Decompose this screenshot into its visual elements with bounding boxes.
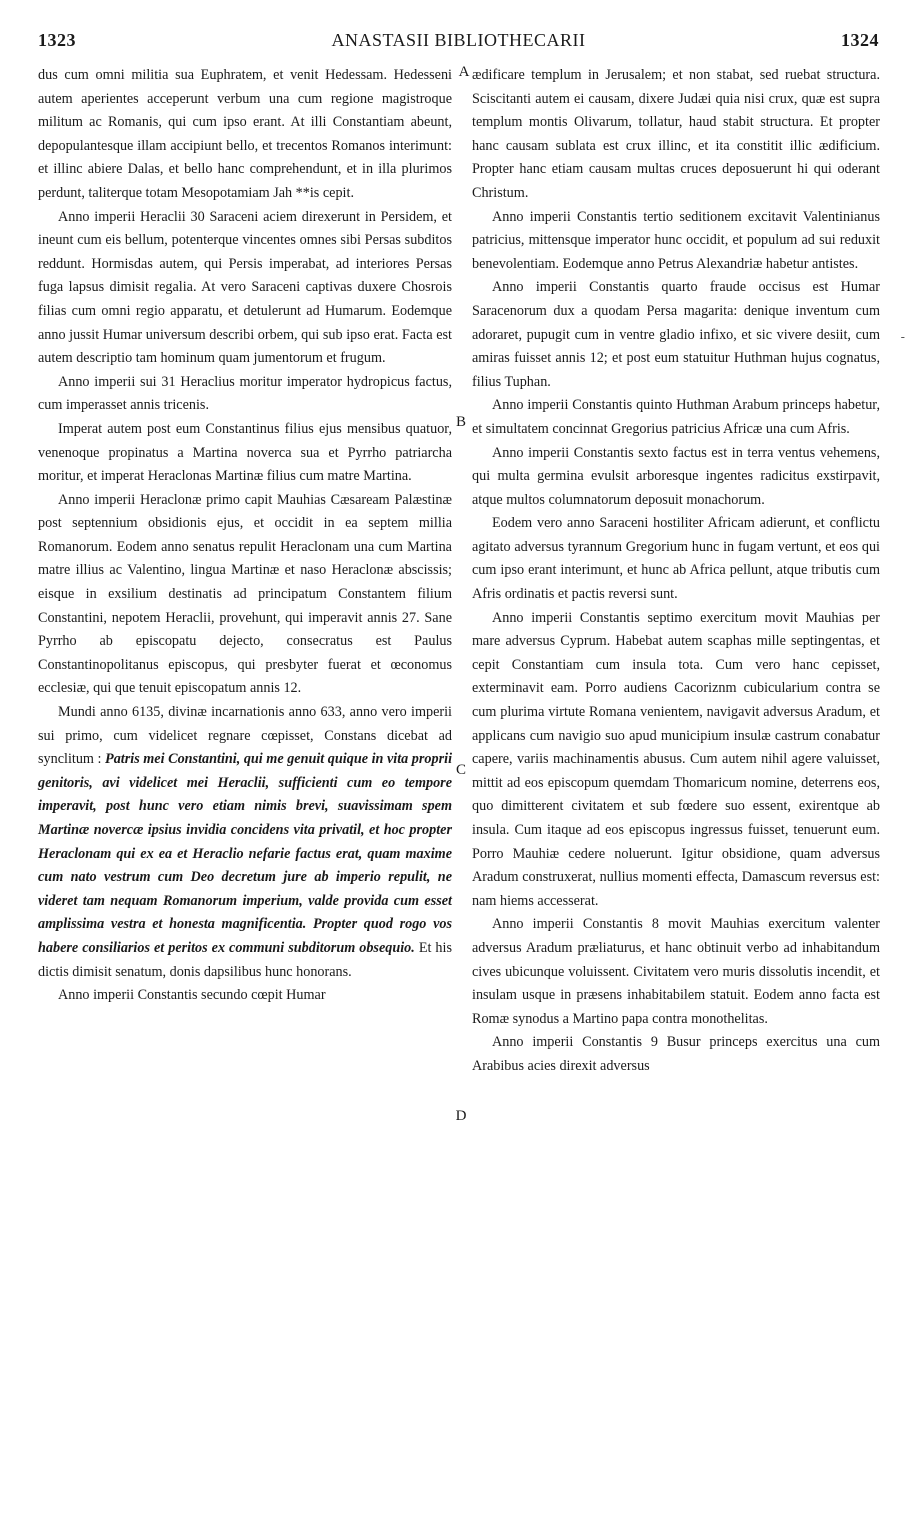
speech-italic: Patris mei Constantini, qui me genuit quique in vita proprii genitoris, avi videlicet mei Heraclii, sufficienti cum eo tempore imperavit, post hunc vero etiam nimis brevi, suavissimam spem Martinæ novercæ ipsius invidia concidens vita privatil, et hoc propter Heraclonam qui ex ea et Heraclio nefarie factus erat, quam maxime cum nato vestrum cum Deo decretum jure ab imperio repulit, ne videret tam nequam Romanorum imperium, valde provida cum esset amplissima vestra et honesta magnificentia. Propter quod rogo vos habere consiliarios et peritos ex communi subditorum obsequio.: [38, 751, 453, 956]
left-paragraph: Anno imperii Constantis secundo cœpit Humar: [58, 987, 326, 1004]
margin-marker-c: C: [455, 762, 466, 778]
left-paragraph: Anno imperii Heraclonæ primo capit Mauhias Cæsaream Palæstinæ post septennium obsidionis ejus, et occidit in ea septem millia Romanorum. Eodem anno senatus repulit Heraclonam una cum Martina matre illius ac Valentino, lingua Martinæ et naso Heraclonæ abscissis; eisque in exsilium destinatis ad principatum Constantem filium Constantini, nepotem Heraclii, provehunt, qui imperavit annis 27. Sane Pyrrho ab episcopatu dejecto, consecratus est Paulus Constantinopolitanus episcopus, qui presbyter fuerat et œconomus ecclesiæ, qui que tenuit episcopatum annis 12.: [38, 491, 452, 697]
right-paragraph: ædificare templum in Jerusalem; et non stabat, sed ruebat structura. Sciscitanti autem ei causam, dixere Judæi quia nisi crux, quæ est supra templum montis Olivarum, tollatur, haud stabit structura. Et propter hanc causam sublata est crux illinc, et ita constitit illic ædificium. Propter hanc etiam causam multas cruces deposuerunt hi qui oderant Christum.: [472, 67, 880, 201]
left-paragraph: Anno imperii sui 31 Heraclius moritur imperator hydropicus factus, cum imperasset annis tricenis.: [38, 373, 452, 414]
right-paragraph: Anno imperii Constantis tertio seditionem excitavit Valentinianus patricius, mittensque imperator hunc occidit, et populum ad sui reduxit benevolentiam. Eodemque anno Petrus Alexandriæ habetur antistes.: [472, 208, 880, 272]
margin-marker-b: B: [455, 414, 466, 430]
left-paragraph: Anno imperii Heraclii 30 Saraceni aciem direxerunt in Persidem, et ineunt cum eis bellum, potenterque vincentes omnes sibi Persas subditos reddunt. Hormisdas autem, qui Persis imperabat, ad interiores Persas fuga lapsus dimisit regalia. At vero Saraceni captivas duxere Chosrois filias cum omni regio apparatu, et detulerunt ad Humarum. Eodemque anno jussit Humar universum describi orbem, qui sub ipso erat. Facta est autem descriptio tam hominum quam jumentorum et frugum.: [38, 208, 452, 367]
page-number-left: 1323: [38, 30, 76, 50]
left-paragraph: dus cum omni militia sua Euphratem, et venit Hedessam. Hedesseni autem aperientes acceperunt verbum una cum regione magistroque militum ac Romanis, qui cum ipso erant. At illi Constantiam abeunt, depopulantesque illam accipiunt bello, et trecentos Romanos interimunt: et illinc abiere Dalas, et bello hanc comprehendunt, et in illa plurimos perdunt, taliterque totam Mesopotamiam Jah **is cepit.: [38, 67, 452, 201]
speech-intro: Mundi anno 6135, divinæ incarnationis anno 633, anno vero imperii sui primo, cum videlicet regnare cœpisset, Constans dicebat ad synclitum :: [38, 704, 452, 768]
left-paragraph-speech: [38, 701, 452, 984]
left-column: [38, 64, 452, 1008]
right-paragraph: Eodem vero anno Saraceni hostiliter Africam adierunt, et conflictu agitato adversus tyrannum Gregorium hunc in fugam vertunt, et eos qui cum ipso erant interimunt, et hunc ab Africa pellunt, atque tributis cum Afris ordinatis et pactis reversi sunt.: [472, 515, 880, 603]
right-paragraph: Anno imperii Constantis sexto factus est in terra ventus vehemens, qui multa germina evulsit arboresque ingentes radicitus exstirpavit, atque multos columnatorum deposuit monachorum.: [472, 444, 880, 508]
right-paragraph: Anno imperii Constantis quinto Huthman Arabum princeps habetur, et simultatem concinnat Gregorius patricius Africæ una cum Afris.: [472, 397, 880, 437]
page-number-right: 1324: [841, 30, 879, 50]
side-mark: -: [900, 330, 905, 345]
right-paragraph: Anno imperii Constantis 8 movit Mauhias exercitum valenter adversus Aradum præliaturus, et hanc obtinuit verbo ad inhabitandum cives ubicunque voluissent. Civitatem vero muris dissolutis incendit, et insulam usque in præsens inhabitabilem statuit. Eodem anno facta est Romæ synodus a Martino papa contra monothelitas.: [472, 916, 880, 1027]
running-title: ANASTASII BIBLIOTHECARII: [331, 30, 586, 50]
margin-marker-d: D: [455, 1108, 467, 1124]
right-paragraph: Anno imperii Constantis septimo exercitum movit Mauhias per mare adversus Cyprum. Habebat autem scaphas mille septingentas, et cepit Constantiam cum insula tota. Cum vero hanc cepisset, exterminavit eam. Porro audiens Cacoriznm cubicularium contra se cum plurima virtute Romana venientem, navigavit adversus Aradum, et applicans cum navigio suo apud municipium insulæ castrum conabatur capere, variis machinamentis abusus. Cum autem nihil agere valuisset, mittit ad eos episcopum quemdam Thomaricum nomine, deterrens eos, quo dimitterent civitatem et sub fœdere suo essent, exirentque ab insula. Cum itaque ad eos episcopus ingressus fuisset, tenuerunt eum. Porro Mauhiæ cedere noluerunt. Igitur obsidione, quam adversus Aradum construxerat, nullius momenti effecta, Damascum reversus est: nam hiems accesserat.: [472, 609, 880, 909]
right-paragraph: Anno imperii Constantis 9 Busur princeps exercitus una cum Arabibus acies direxit adversus: [472, 1034, 880, 1074]
speech-outro: Et his dictis dimisit senatum, donis dapsilibus hunc honorans.: [38, 939, 452, 980]
right-column: [472, 64, 880, 1079]
left-paragraph: Imperat autem post eum Constantinus filius ejus mensibus quatuor, venenoque propinatus a Martina noverca sua et Pyrrho patriarcha moritur, et imperat Heraclonas Martinæ filius cum matre Martina.: [38, 420, 452, 485]
margin-marker-a: A: [458, 64, 470, 80]
right-paragraph: Anno imperii Constantis quarto fraude occisus est Humar Saracenorum dux a quodam Persa magarita: denique inventum cum adoraret, pupugit cum in ventre gladio infixo, et sic vivere desiit, cum amiras fuisset annis 12; et post eum statuitur Huthman hujus cognatus, filius Tuphan.: [472, 279, 880, 390]
